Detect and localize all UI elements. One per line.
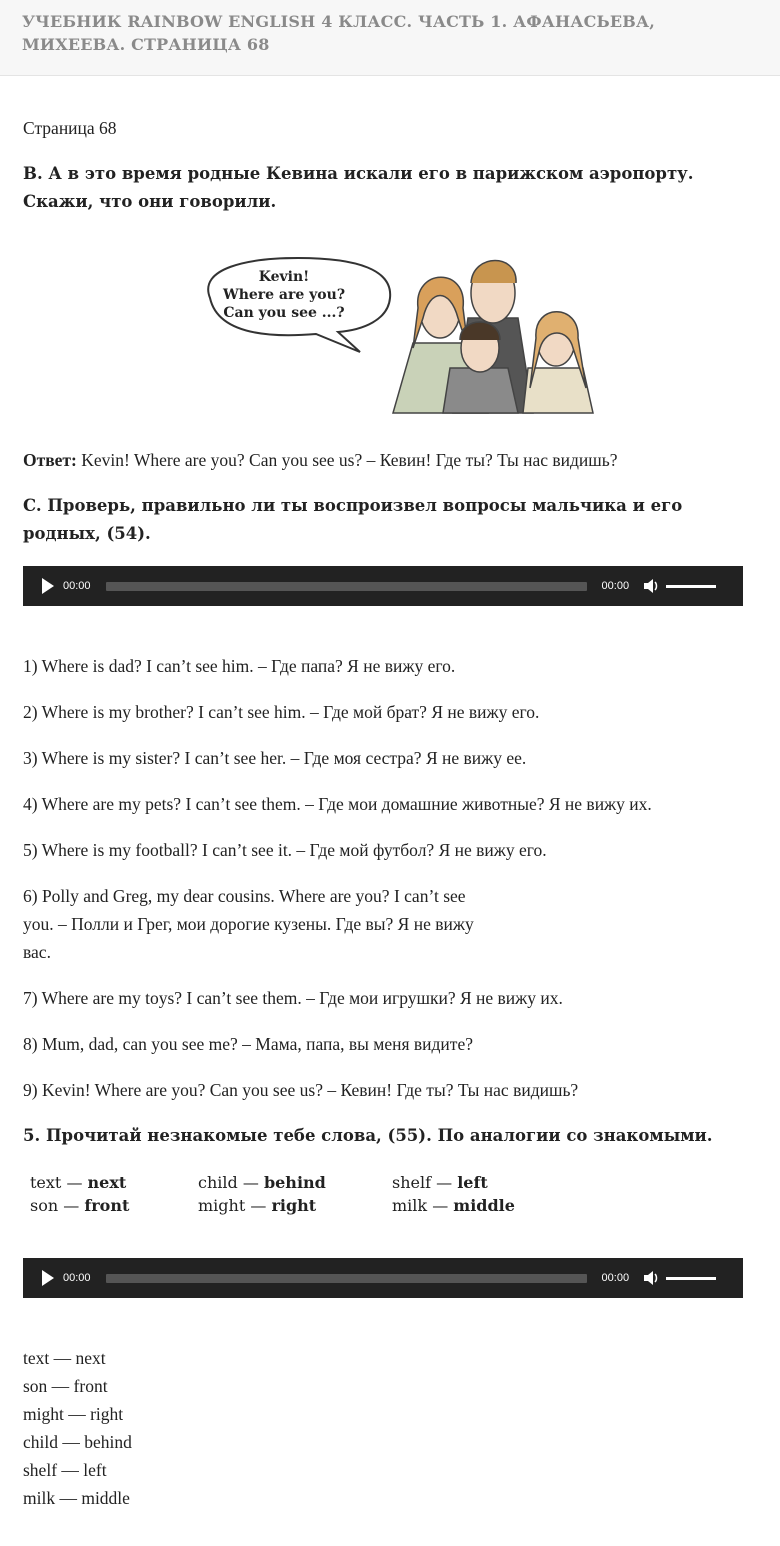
task-b-heading: B. А в это время родные Кевина искали его в парижском аэропорту. Скажи, что они говорили. <box>23 164 694 211</box>
word: front <box>84 1196 130 1215</box>
list-item: вас. <box>23 942 51 962</box>
play-icon[interactable] <box>42 1270 54 1286</box>
answer-line <box>23 446 617 474</box>
list-item: 5) Where is my football? I can’t see it. – Где мой футбол? Я не вижу его. <box>23 840 547 860</box>
dash: — <box>432 1196 449 1215</box>
task-c-heading: C. Проверь, правильно ли ты воспроизвел вопросы мальчика и его родных, (54). <box>23 496 683 543</box>
list-item: 2) Where is my brother? I can’t see him. – Где мой брат? Я не вижу его. <box>23 702 540 722</box>
word: son <box>30 1196 59 1215</box>
duration-time: 00:00 <box>601 580 630 592</box>
answer-text: Kevin! Where are you? Can you see us? – Кевин! Где ты? Ты нас видишь? <box>76 450 618 470</box>
bubble-line1: Kevin! <box>258 269 310 285</box>
list-item: 7) Where are my toys? I can’t see them. – Где мои игрушки? Я не вижу их. <box>23 988 563 1008</box>
list-item: 6) Polly and Greg, my dear cousins. Where are you? I can’t see <box>23 886 466 906</box>
list-item: you. – Полли и Грег, мои дорогие кузены. Где вы? Я не вижу <box>23 914 474 934</box>
bubble-line2: Where are you? <box>222 287 346 303</box>
word-list-item: might — right <box>23 1404 124 1424</box>
word: middle <box>453 1196 515 1215</box>
family-illustration <box>188 248 608 416</box>
dash: — <box>66 1173 83 1192</box>
dash: — <box>250 1196 267 1215</box>
page-label: Страница 68 <box>23 118 117 138</box>
bubble-line3: Can you see ...? <box>223 305 345 321</box>
speaker-icon[interactable] <box>642 577 660 595</box>
list-item: 3) Where is my sister? I can’t see her. – Где моя сестра? Я не вижу ее. <box>23 748 527 768</box>
dash: — <box>436 1173 453 1192</box>
volume-slider[interactable] <box>666 1277 716 1280</box>
list-item: 4) Where are my pets? I can’t see them. – Где мои домашние животные? Я не вижу их. <box>23 794 652 814</box>
task-5-heading: 5. Прочитай незнакомые тебе слова, (55). По аналогии со знакомыми. <box>23 1126 713 1145</box>
play-icon[interactable] <box>42 578 54 594</box>
page-header <box>0 0 780 76</box>
dash: — <box>63 1196 80 1215</box>
list-item: 1) Where is dad? I can’t see him. – Где папа? Я не вижу его. <box>23 656 456 676</box>
progress-rail[interactable] <box>106 1274 587 1283</box>
current-time: 00:00 <box>63 580 91 592</box>
current-time: 00:00 <box>63 1272 91 1284</box>
speaker-icon[interactable] <box>642 1269 660 1287</box>
duration-time: 00:00 <box>601 1272 630 1284</box>
word: shelf <box>392 1173 432 1192</box>
word-list-item: shelf — left <box>23 1460 107 1480</box>
dash: — <box>242 1173 259 1192</box>
word: right <box>271 1196 317 1215</box>
word: child <box>198 1173 238 1192</box>
list-item: 8) Mum, dad, can you see me? – Мама, папа, вы меня видите? <box>23 1034 473 1054</box>
word-list-item: milk — middle <box>23 1488 130 1508</box>
word: behind <box>263 1173 326 1192</box>
word: next <box>87 1173 127 1192</box>
audio-player-2 <box>23 1258 743 1298</box>
audio-player-1 <box>23 566 743 606</box>
word-list-item: text — next <box>23 1348 106 1368</box>
list-item: 9) Kevin! Where are you? Can you see us? – Кевин! Где ты? Ты нас видишь? <box>23 1080 579 1100</box>
answer-label: Ответ: <box>23 450 77 470</box>
word: milk <box>392 1196 428 1215</box>
volume-slider[interactable] <box>666 585 716 588</box>
progress-rail[interactable] <box>106 582 587 591</box>
word-list-item: child — behind <box>23 1432 132 1452</box>
word: might <box>198 1196 246 1215</box>
word: text <box>30 1173 62 1192</box>
word: left <box>457 1173 488 1192</box>
word-list-item: son — front <box>23 1376 108 1396</box>
page-title: УЧЕБНИК RAINBOW ENGLISH 4 КЛАСС. ЧАСТЬ 1. АФАНАСЬЕВА, МИХЕЕВА. СТРАНИЦА 68 <box>22 12 656 54</box>
